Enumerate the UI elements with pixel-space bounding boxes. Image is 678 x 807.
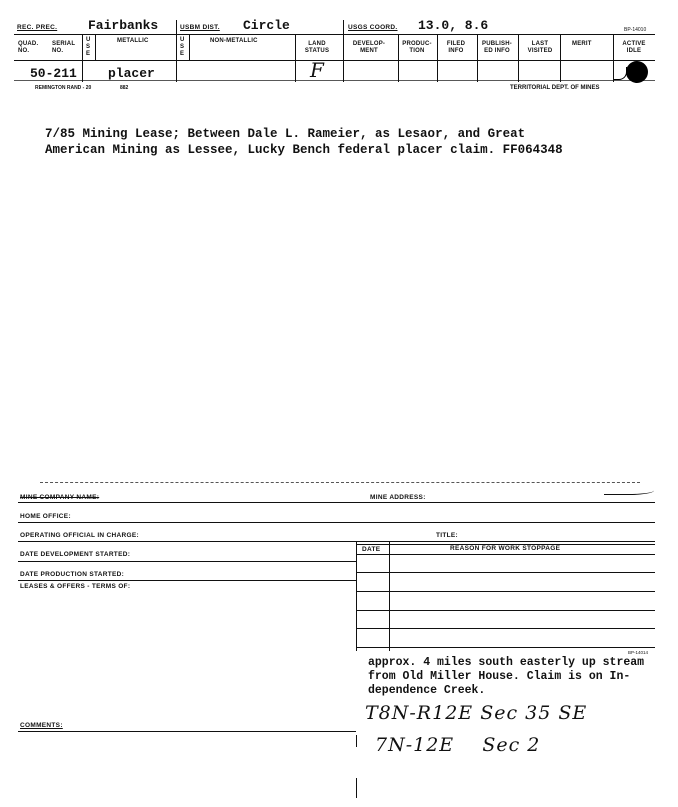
rec-prec-value: Fairbanks xyxy=(88,18,159,33)
col-development: DEVELOP- MENT xyxy=(352,41,386,54)
lease-line-2: American Mining as Lessee, Lucky Bench federal placer claim. FF064348 xyxy=(45,143,563,157)
col-land-status: LAND STATUS xyxy=(304,41,330,54)
footer-left: REMINGTON RAND - 20 xyxy=(35,85,92,91)
col-use-metallic: U S E xyxy=(86,37,91,57)
lease-description xyxy=(45,126,563,158)
serial-value: 50-211 xyxy=(30,66,77,81)
note-line-2: from Old Miller House. Claim is on In- xyxy=(368,670,631,683)
form-number-bottom: BP-14014 xyxy=(628,650,649,655)
col-active-idle: ACTIVE IDLE xyxy=(622,41,646,54)
note-line-1: approx. 4 miles south easterly up stream xyxy=(368,656,645,669)
col-published-info: PUBLISH- ED INFO xyxy=(482,41,512,54)
location-note xyxy=(368,656,644,698)
mine-address-label: MINE ADDRESS: xyxy=(370,494,426,501)
form-number-top: BP-14010 xyxy=(624,27,647,33)
rec-prec-label: REC. PREC. xyxy=(17,24,58,31)
title-label: TITLE: xyxy=(436,532,459,539)
metallic-value: placer xyxy=(108,66,155,81)
leases-offers-label: LEASES & OFFERS - TERMS OF: xyxy=(20,583,131,590)
usgs-coord-value: 13.0, 8.6 xyxy=(418,18,489,33)
date-dev-started-label: DATE DEVELOPMENT STARTED: xyxy=(20,551,131,558)
footer-code: 882 xyxy=(120,85,129,91)
reason-col-header: REASON FOR WORK STOPPAGE xyxy=(450,545,561,552)
note-line-3: dependence Creek. xyxy=(368,684,486,697)
operating-official-label: OPERATING OFFICIAL IN CHARGE: xyxy=(20,532,139,539)
corner-curve xyxy=(604,486,654,495)
usbm-dist-value: Circle xyxy=(243,18,290,33)
col-quad-no: QUAD. NO. xyxy=(18,41,39,54)
mine-company-name-label: MINE COMPANY NAME: xyxy=(20,494,100,501)
col-serial-no: SERIAL NO. xyxy=(52,41,76,54)
col-nonmetallic: NON-METALLIC xyxy=(210,38,258,44)
active-marker-dot xyxy=(626,61,648,83)
handwritten-legal-2: 7N-12E Sec 2 xyxy=(375,734,541,756)
lease-line-1: 7/85 Mining Lease; Between Dale L. Rameier, as Lesaor, and Great xyxy=(45,127,526,141)
comments-label: COMMENTS: xyxy=(20,722,63,729)
col-metallic: METALLIC xyxy=(117,38,149,44)
usgs-coord-label: USGS COORD. xyxy=(348,24,398,31)
date-col-header: DATE xyxy=(362,546,381,553)
col-production: PRODUC- TION xyxy=(402,41,432,54)
col-use-nonmetallic: U S E xyxy=(180,37,185,57)
footer-right: TERRITORIAL DEPT. OF MINES xyxy=(510,85,600,91)
date-prod-started-label: DATE PRODUCTION STARTED: xyxy=(20,571,125,578)
home-office-label: HOME OFFICE: xyxy=(20,513,71,520)
usbm-dist-label: USBM DIST. xyxy=(180,24,220,31)
col-merit: MERIT xyxy=(572,41,592,47)
active-marker-arc xyxy=(614,67,627,80)
land-status-value: F xyxy=(310,58,324,82)
col-filed-info: FILED INFO xyxy=(446,41,466,54)
handwritten-legal-1: T8N-R12E Sec 35 SE xyxy=(365,702,588,724)
col-last-visited: LAST VISITED xyxy=(527,41,553,54)
